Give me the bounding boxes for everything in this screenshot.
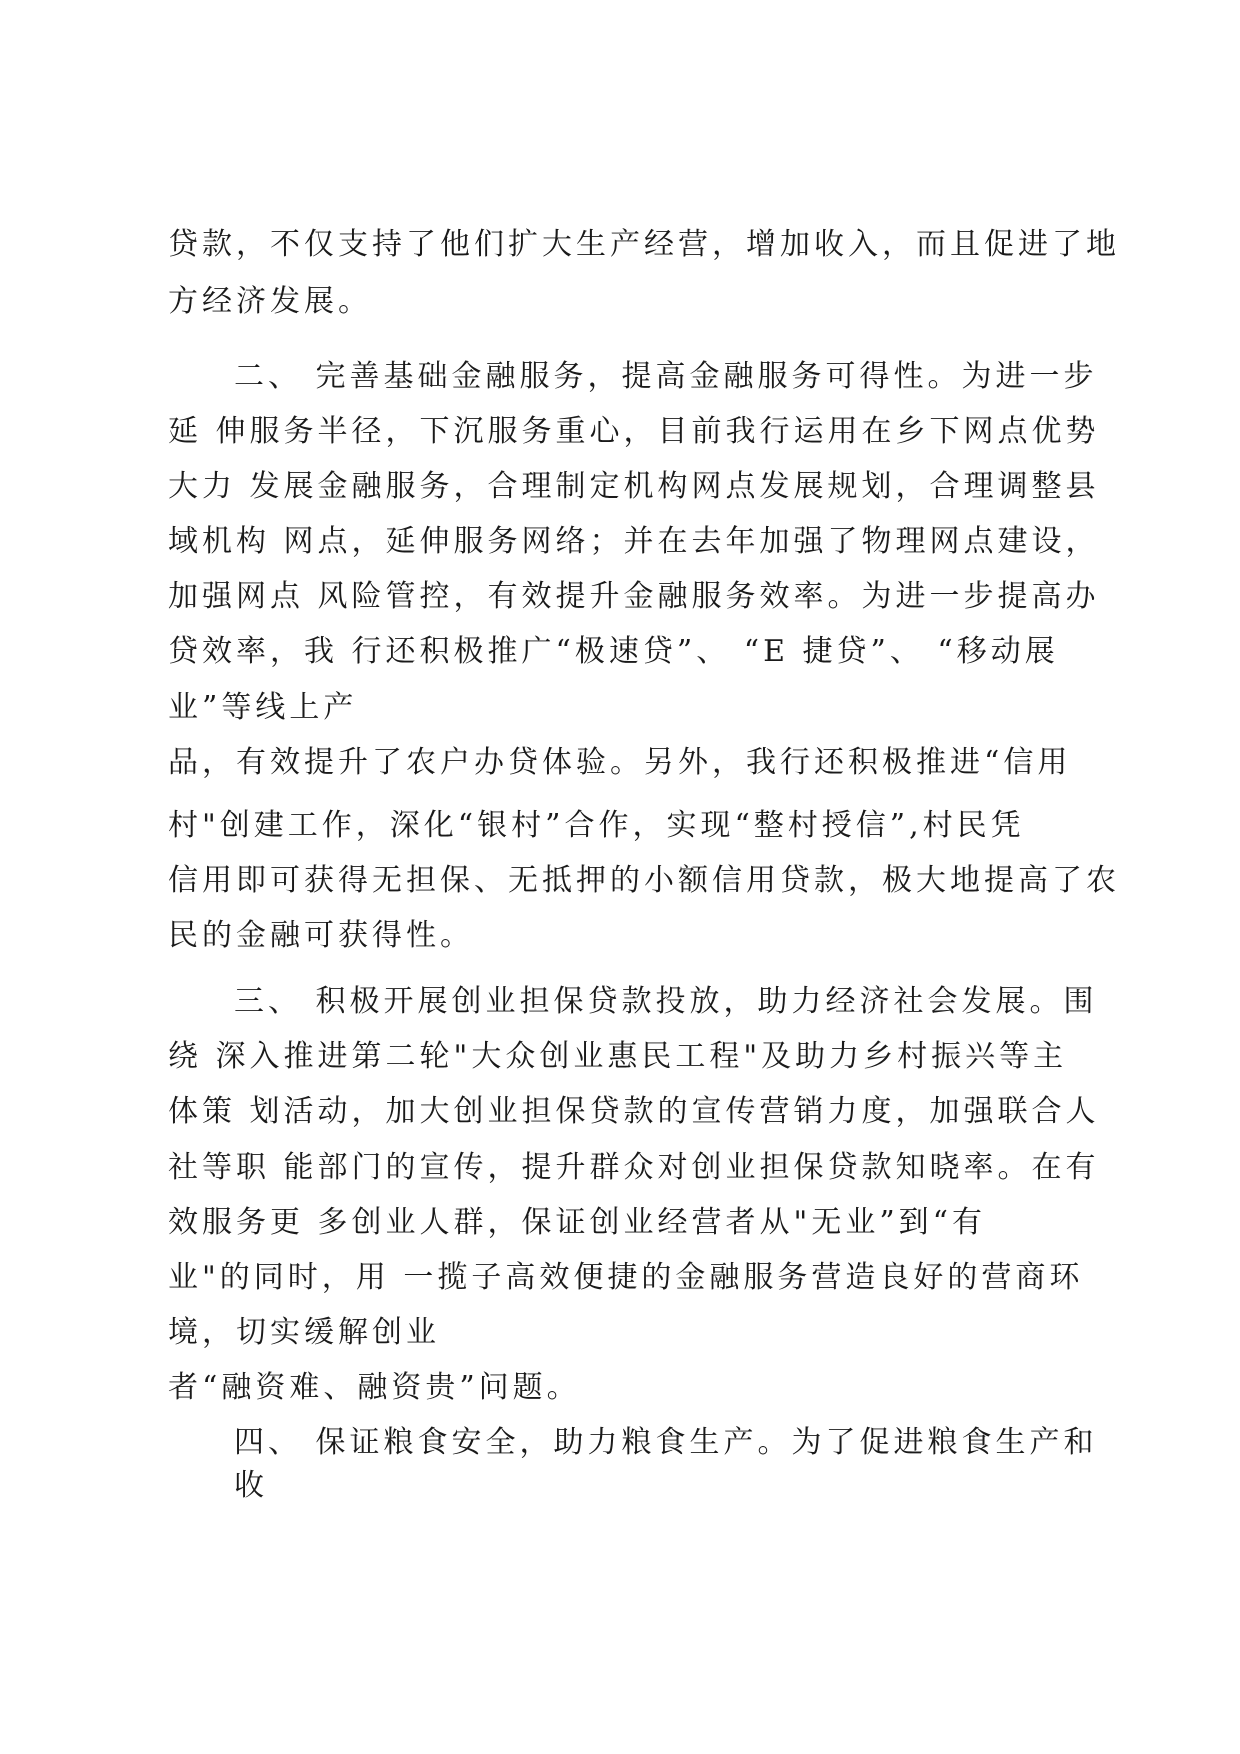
text-line: 四、 保证粮食安全，助力粮食生产。为了促进粮食生产和 — [234, 1425, 1098, 1460]
text-line: 贷款，不仅支持了他们扩大生产经营，增加收入，而且促进了地 — [168, 227, 1120, 262]
text-line: 体策 划活动，加大创业担保贷款的宣传营销力度，加强联合人 — [168, 1094, 1100, 1129]
text-line: 者“融资难、融资贵”问题。 — [168, 1370, 581, 1405]
text-line: 加强网点 风险管控，有效提升金融服务效率。为进一步提高办 — [168, 579, 1100, 614]
text-line: 品，有效提升了农户办贷体验。另外，我行还积极推进“信用 — [168, 745, 1072, 780]
text-line: 贷效率，我 行还积极推广“极速贷”、 “E 捷贷”、 “移动展 — [168, 634, 1059, 669]
text-line: 信用即可获得无担保、无抵押的小额信用贷款，极大地提高了农 — [168, 863, 1120, 898]
text-line: 业"的同时，用 一揽子高效便捷的金融服务营造良好的营商环 — [168, 1260, 1084, 1295]
text-line: 方经济发展。 — [168, 284, 372, 319]
text-line: 村"创建工作，深化“银村”合作，实现“整村授信”,村民凭 — [168, 808, 1025, 843]
text-line: 域机构 网点，延伸服务网络；并在去年加强了物理网点建设， — [168, 524, 1100, 559]
text-line: 收 — [234, 1468, 268, 1503]
text-line: 延 伸服务半径，下沉服务重心，目前我行运用在乡下网点优势 — [168, 414, 1100, 449]
text-line: 二、 完善基础金融服务，提高金融服务可得性。为进一步 — [234, 359, 1098, 394]
text-line: 业”等线上产 — [168, 690, 358, 725]
text-line: 境，切实缓解创业 — [168, 1315, 440, 1350]
text-line: 民的金融可获得性。 — [168, 918, 474, 953]
text-line: 社等职 能部门的宣传，提升群众对创业担保贷款知晓率。在有 — [168, 1150, 1100, 1185]
text-line: 效服务更 多创业人群，保证创业经营者从"无业”到“有 — [168, 1205, 987, 1240]
text-line: 大力 发展金融服务，合理制定机构网点发展规划，合理调整县 — [168, 469, 1100, 504]
text-line: 绕 深入推进第二轮"大众创业惠民工程"及助力乡村振兴等主 — [168, 1039, 1068, 1074]
text-line: 三、 积极开展创业担保贷款投放，助力经济社会发展。围 — [234, 984, 1098, 1019]
